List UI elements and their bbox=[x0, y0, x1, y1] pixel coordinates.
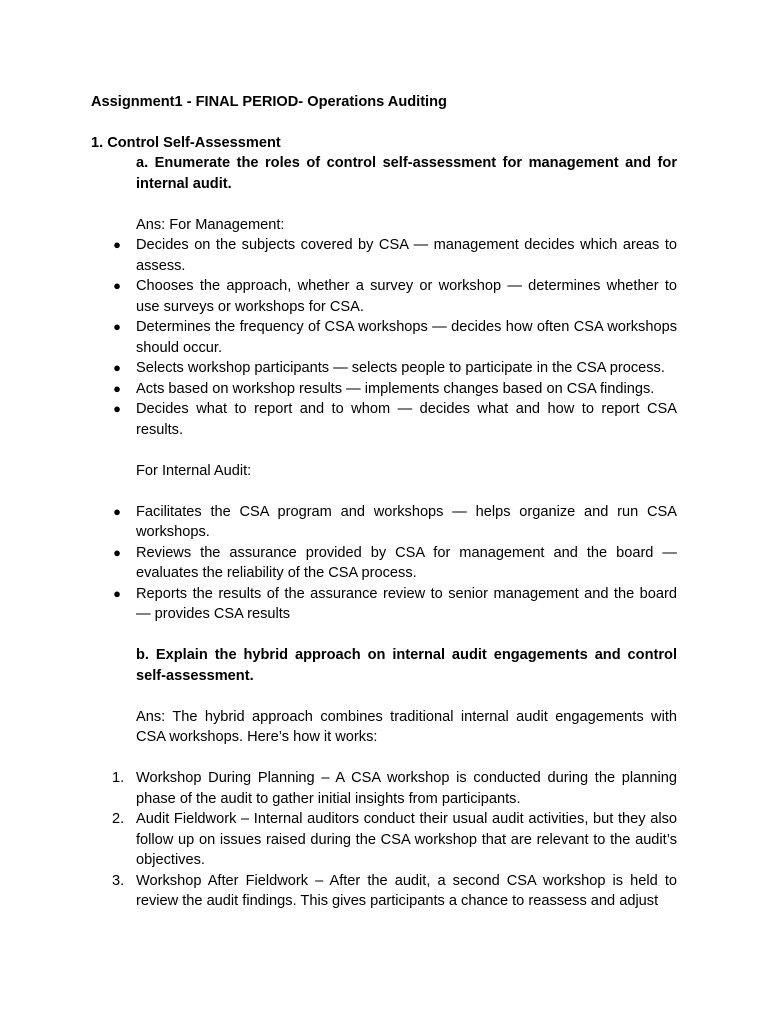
list-item: ● Decides what to report and to whom — decides what and how to report CSA results. bbox=[113, 401, 677, 438]
document-body bbox=[112, 153, 677, 912]
management-intro: Ans: For Management: bbox=[136, 216, 285, 233]
list-item: ● Chooses the approach, whether a survey or workshop — determines whether to use surveys or workshops for CSA. bbox=[113, 278, 677, 315]
bullet-icon: ● bbox=[113, 544, 121, 560]
internal-audit-intro: For Internal Audit: bbox=[136, 462, 252, 479]
list-item: 2. Audit Fieldwork – Internal auditors conduct their usual audit activities, but they also follow up on issues raised during the CSA workshop that are relevant to the audit’s objectives. bbox=[112, 811, 677, 868]
section-heading: 1. Control Self-Assessment bbox=[91, 135, 281, 151]
bullet-icon: ● bbox=[113, 278, 121, 293]
question-b: b. Explain the hybrid approach on internal audit engagements and control self-assessment. bbox=[136, 647, 677, 684]
bullet-icon: ● bbox=[113, 237, 121, 252]
bullet-icon: ● bbox=[113, 401, 121, 416]
list-item: ● Decides on the subjects covered by CSA — management decides which areas to assess. bbox=[113, 237, 677, 274]
bullet-icon: ● bbox=[113, 503, 121, 519]
step-number: 3. bbox=[112, 872, 125, 889]
management-roles-list bbox=[113, 235, 677, 440]
hybrid-intro: Ans: The hybrid approach combines traditional internal audit engagements with CSA workshops. Here’s how it works: bbox=[136, 708, 677, 745]
list-item: ● Acts based on workshop results — implements changes based on CSA findings. bbox=[136, 379, 677, 400]
list-item: ● Reports the results of the assurance review to senior management and the board — provides CSA results bbox=[113, 585, 677, 622]
list-item: 1. Workshop During Planning – A CSA workshop is conducted during the planning phase of the audit to gather initial insights from participants. bbox=[112, 770, 677, 807]
list-item: ● Reviews the assurance provided by CSA for management and the board — evaluates the reliability of the CSA process. bbox=[113, 544, 677, 581]
question-a: a. Enumerate the roles of control self-assessment for management and for internal audit. bbox=[136, 155, 677, 192]
hybrid-steps-list bbox=[112, 768, 677, 912]
bullet-icon: ● bbox=[113, 319, 121, 334]
list-item: ● Facilitates the CSA program and workshops — helps organize and run CSA workshops. bbox=[113, 503, 677, 540]
document-title: Assignment1 - FINAL PERIOD- Operations Auditing bbox=[91, 94, 447, 110]
list-item: 3. Workshop After Fieldwork – After the audit, a second CSA workshop is held to review the audit findings. This gives participants a chance to reassess and adjust bbox=[112, 872, 677, 909]
internal-audit-roles-list bbox=[113, 502, 677, 625]
list-item: ● Selects workshop participants — selects people to participate in the CSA process. bbox=[136, 358, 677, 379]
bullet-icon: ● bbox=[113, 380, 121, 396]
list-item: ● Determines the frequency of CSA workshops — decides how often CSA workshops should occur. bbox=[113, 319, 677, 356]
bullet-icon: ● bbox=[113, 585, 121, 601]
step-number: 1. bbox=[112, 770, 125, 786]
bullet-icon: ● bbox=[113, 360, 121, 375]
step-number: 2. bbox=[112, 811, 125, 827]
